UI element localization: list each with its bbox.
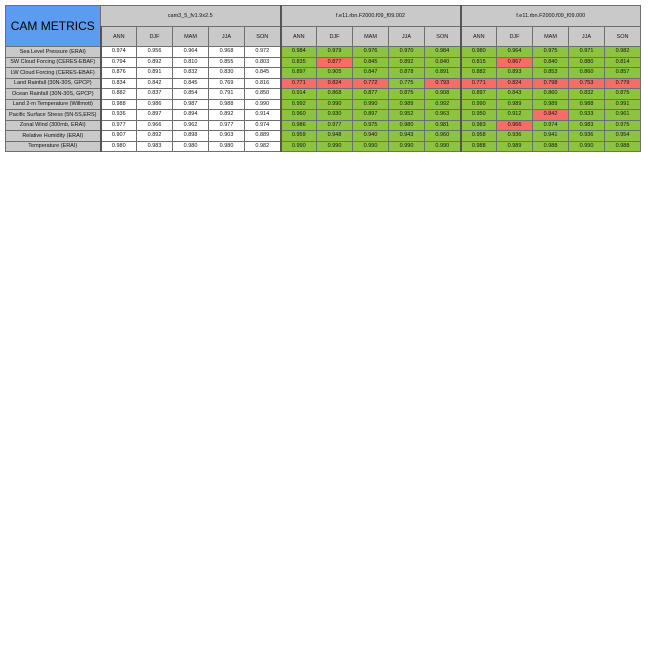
metric-cell: 0.986: [137, 99, 173, 110]
metric-cell: 0.891: [425, 68, 461, 79]
table-title: CAM METRICS: [6, 6, 101, 47]
season-header: JJA: [569, 27, 605, 47]
metric-cell: 0.842: [533, 110, 569, 121]
metric-cell: 0.980: [461, 47, 497, 58]
metric-cell: 0.989: [497, 141, 533, 152]
metric-cell: 0.791: [209, 89, 245, 100]
season-header: ANN: [101, 27, 137, 47]
table-row: [6, 131, 641, 142]
metric-cell: 0.845: [245, 68, 281, 79]
metric-cell: 0.980: [389, 120, 425, 131]
table-row: [6, 120, 641, 131]
metric-cell: 0.988: [101, 99, 137, 110]
metric-cell: 0.980: [209, 141, 245, 152]
metric-cell: 0.992: [425, 99, 461, 110]
row-label: SW Cloud Forcing (CERES-EBAF): [6, 57, 101, 68]
metric-cell: 0.980: [101, 141, 137, 152]
group-header-3: f.e11.rbn.F2000.f09_f09.000: [461, 6, 641, 27]
metric-cell: 0.984: [425, 47, 461, 58]
metric-cell: 0.877: [353, 89, 389, 100]
metric-cell: 0.940: [353, 131, 389, 142]
season-header: DJF: [317, 27, 353, 47]
metric-cell: 0.907: [101, 131, 137, 142]
season-header: DJF: [137, 27, 173, 47]
table-body: [6, 47, 641, 152]
metric-cell: 0.968: [209, 47, 245, 58]
metric-cell: 0.892: [137, 131, 173, 142]
row-label: Pacific Surface Stress (5N-5S,ERS): [6, 110, 101, 121]
metric-cell: 0.990: [425, 141, 461, 152]
season-header: ANN: [461, 27, 497, 47]
row-label: Land Rainfall (30N-30S, GPCP): [6, 78, 101, 89]
metric-cell: 0.877: [317, 57, 353, 68]
metric-cell: 0.875: [389, 89, 425, 100]
metric-cell: 0.914: [245, 110, 281, 121]
metric-cell: 0.962: [173, 120, 209, 131]
metric-cell: 0.977: [209, 120, 245, 131]
table-row: [6, 78, 641, 89]
row-label: Temperature (ERAI): [6, 141, 101, 152]
season-header: MAM: [533, 27, 569, 47]
row-label: LW Cloud Forcing (CERES-EBAF): [6, 68, 101, 79]
season-header: JJA: [209, 27, 245, 47]
metric-cell: 0.958: [461, 131, 497, 142]
metric-cell: 0.845: [353, 57, 389, 68]
metric-cell: 0.988: [605, 141, 641, 152]
metric-cell: 0.832: [173, 68, 209, 79]
metric-cell: 0.990: [317, 99, 353, 110]
metric-cell: 0.835: [281, 57, 317, 68]
metric-cell: 0.988: [569, 99, 605, 110]
metric-cell: 0.775: [389, 78, 425, 89]
metric-cell: 0.832: [569, 89, 605, 100]
metric-cell: 0.892: [389, 57, 425, 68]
metric-cell: 0.984: [281, 47, 317, 58]
metric-cell: 0.990: [245, 99, 281, 110]
metric-cell: 0.943: [389, 131, 425, 142]
metric-cell: 0.948: [317, 131, 353, 142]
row-label: Zonal Wind (300mb, ERAI): [6, 120, 101, 131]
metric-cell: 0.845: [173, 78, 209, 89]
metric-cell: 0.983: [461, 120, 497, 131]
metric-cell: 0.980: [173, 141, 209, 152]
metric-cell: 0.936: [497, 131, 533, 142]
metric-cell: 0.963: [425, 110, 461, 121]
season-header: DJF: [497, 27, 533, 47]
metric-cell: 0.991: [605, 99, 641, 110]
metric-cell: 0.966: [137, 120, 173, 131]
metric-cell: 0.798: [533, 78, 569, 89]
metric-cell: 0.892: [209, 110, 245, 121]
metric-cell: 0.830: [209, 68, 245, 79]
metric-cell: 0.914: [281, 89, 317, 100]
metric-cell: 0.860: [569, 68, 605, 79]
table-row: [6, 57, 641, 68]
season-header-row: [6, 27, 641, 47]
metric-cell: 0.954: [605, 131, 641, 142]
metric-cell: 0.882: [461, 68, 497, 79]
metric-cell: 0.975: [353, 120, 389, 131]
metric-cell: 0.837: [137, 89, 173, 100]
metric-cell: 0.977: [101, 120, 137, 131]
season-header: SON: [605, 27, 641, 47]
metric-cell: 0.853: [533, 68, 569, 79]
metric-cell: 0.933: [569, 110, 605, 121]
metric-cell: 0.834: [101, 78, 137, 89]
metric-cell: 0.990: [569, 141, 605, 152]
metric-cell: 0.975: [533, 47, 569, 58]
metric-cell: 0.988: [209, 99, 245, 110]
metric-cell: 0.878: [389, 68, 425, 79]
metric-cell: 0.753: [569, 78, 605, 89]
metric-cell: 0.891: [137, 68, 173, 79]
metric-cell: 0.889: [245, 131, 281, 142]
metric-cell: 0.964: [497, 47, 533, 58]
metric-cell: 0.793: [425, 78, 461, 89]
metric-cell: 0.964: [173, 47, 209, 58]
metric-cell: 0.816: [245, 78, 281, 89]
table-row: [6, 141, 641, 152]
metric-cell: 0.961: [605, 110, 641, 121]
metric-cell: 0.989: [533, 99, 569, 110]
season-header: MAM: [173, 27, 209, 47]
table-row: [6, 89, 641, 100]
metric-cell: 0.843: [497, 89, 533, 100]
metric-cell: 0.983: [569, 120, 605, 131]
metric-cell: 0.897: [353, 110, 389, 121]
metric-cell: 0.972: [245, 47, 281, 58]
table-row: [6, 110, 641, 121]
season-header: SON: [245, 27, 281, 47]
season-header: SON: [425, 27, 461, 47]
metric-cell: 0.936: [569, 131, 605, 142]
metric-cell: 0.898: [173, 131, 209, 142]
metric-cell: 0.815: [461, 57, 497, 68]
metric-cell: 0.977: [317, 120, 353, 131]
metric-cell: 0.990: [317, 141, 353, 152]
row-label: Ocean Rainfall (30N-30S, GPCP): [6, 89, 101, 100]
metric-cell: 0.982: [245, 141, 281, 152]
metric-cell: 0.857: [605, 68, 641, 79]
metric-cell: 0.850: [245, 89, 281, 100]
metric-cell: 0.983: [137, 141, 173, 152]
metric-cell: 0.897: [281, 68, 317, 79]
metric-cell: 0.930: [317, 110, 353, 121]
metric-cell: 0.970: [389, 47, 425, 58]
metric-cell: 0.987: [173, 99, 209, 110]
metric-cell: 0.868: [317, 89, 353, 100]
metric-cell: 0.771: [281, 78, 317, 89]
metric-cell: 0.855: [209, 57, 245, 68]
metric-cell: 0.769: [209, 78, 245, 89]
metric-cell: 0.960: [281, 110, 317, 121]
season-header: JJA: [389, 27, 425, 47]
table-row: [6, 47, 641, 58]
row-label: Sea Level Pressure (ERAI): [6, 47, 101, 58]
metric-cell: 0.989: [497, 99, 533, 110]
metric-cell: 0.814: [605, 57, 641, 68]
metric-cell: 0.875: [605, 89, 641, 100]
row-label: Relative Humidity (ERAI): [6, 131, 101, 142]
metric-cell: 0.803: [245, 57, 281, 68]
metric-cell: 0.810: [173, 57, 209, 68]
metric-cell: 0.990: [389, 141, 425, 152]
metric-cell: 0.990: [353, 99, 389, 110]
metric-cell: 0.912: [497, 110, 533, 121]
metric-cell: 0.989: [389, 99, 425, 110]
metric-cell: 0.974: [101, 47, 137, 58]
metric-cell: 0.956: [137, 47, 173, 58]
metric-cell: 0.950: [461, 110, 497, 121]
metric-cell: 0.952: [389, 110, 425, 121]
metric-cell: 0.981: [425, 120, 461, 131]
metric-cell: 0.988: [533, 141, 569, 152]
metric-cell: 0.897: [137, 110, 173, 121]
metric-cell: 0.772: [353, 78, 389, 89]
metric-cell: 0.903: [209, 131, 245, 142]
metric-cell: 0.908: [425, 89, 461, 100]
metric-cell: 0.974: [533, 120, 569, 131]
metric-cell: 0.847: [353, 68, 389, 79]
metric-cell: 0.840: [425, 57, 461, 68]
metric-cell: 0.976: [353, 47, 389, 58]
metric-cell: 0.990: [353, 141, 389, 152]
table-row: [6, 99, 641, 110]
metric-cell: 0.982: [605, 47, 641, 58]
metric-cell: 0.876: [101, 68, 137, 79]
metric-cell: 0.979: [317, 47, 353, 58]
metric-cell: 0.840: [533, 57, 569, 68]
metric-cell: 0.966: [497, 120, 533, 131]
metric-cell: 0.892: [137, 57, 173, 68]
metric-cell: 0.897: [461, 89, 497, 100]
metric-cell: 0.824: [317, 78, 353, 89]
season-header: MAM: [353, 27, 389, 47]
metric-cell: 0.990: [281, 141, 317, 152]
season-header: ANN: [281, 27, 317, 47]
metric-cell: 0.893: [497, 68, 533, 79]
metric-cell: 0.794: [101, 57, 137, 68]
metric-cell: 0.974: [245, 120, 281, 131]
row-label: Land 2-m Temperature (Willmott): [6, 99, 101, 110]
metric-cell: 0.894: [173, 110, 209, 121]
metric-cell: 0.936: [101, 110, 137, 121]
group-header-2: f.e11.rbn.F2000.f09_f09.002: [281, 6, 461, 27]
metric-cell: 0.771: [461, 78, 497, 89]
group-header-1: cam3_5_fv1.9x2.5: [101, 6, 281, 27]
metric-cell: 0.971: [569, 47, 605, 58]
metric-cell: 0.882: [101, 89, 137, 100]
metric-cell: 0.986: [281, 120, 317, 131]
metric-cell: 0.880: [569, 57, 605, 68]
metric-cell: 0.988: [461, 141, 497, 152]
metric-cell: 0.842: [137, 78, 173, 89]
metric-cell: 0.824: [497, 78, 533, 89]
metric-cell: 0.992: [281, 99, 317, 110]
metric-cell: 0.990: [461, 99, 497, 110]
cam-metrics-table: [5, 5, 641, 152]
metric-cell: 0.959: [281, 131, 317, 142]
metric-cell: 0.960: [425, 131, 461, 142]
table-row: [6, 68, 641, 79]
metric-cell: 0.779: [605, 78, 641, 89]
metric-cell: 0.975: [605, 120, 641, 131]
metric-cell: 0.860: [533, 89, 569, 100]
metric-cell: 0.854: [173, 89, 209, 100]
metric-cell: 0.941: [533, 131, 569, 142]
metric-cell: 0.905: [317, 68, 353, 79]
metric-cell: 0.867: [497, 57, 533, 68]
